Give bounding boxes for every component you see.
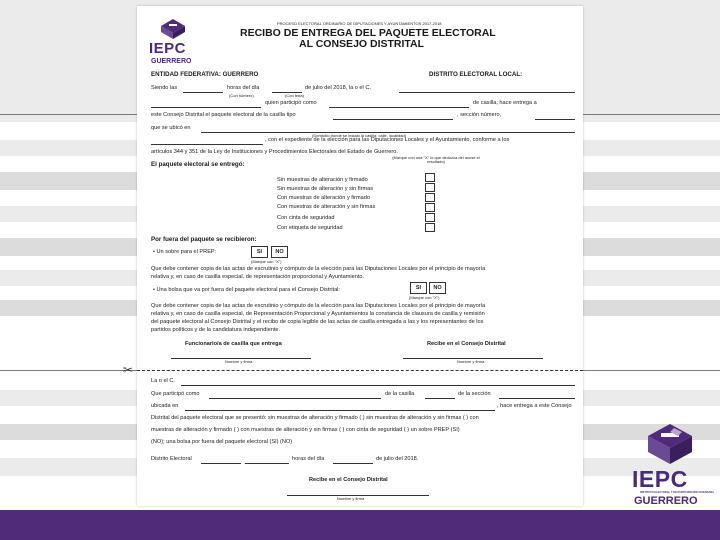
entrega-heading: El paquete electoral se entregó: [151, 161, 245, 168]
entrega-option: Sin muestras de alteración y firmado [277, 177, 368, 183]
entrega-checkbox[interactable] [425, 193, 435, 202]
talon-line: Distrital del paquete electoral que se presentó: sin muestras de alteración y firmado ( ) sin muestras de alteración y sin firmas ( ) con [151, 415, 479, 421]
talon-casilla-field[interactable] [425, 398, 455, 399]
brand-name: IEPC [632, 466, 688, 492]
iepc-logo-small [145, 19, 201, 71]
brand-tagline: INSTITUTO ELECTORAL Y DE PARTICIPACIÓN CIUDADANA [640, 491, 715, 494]
talon-nombre-field[interactable] [181, 385, 575, 386]
domicilio-cont-field[interactable] [151, 144, 263, 145]
tipo-casilla-field[interactable] [333, 119, 453, 120]
talon-hora-field[interactable] [245, 463, 289, 464]
talon-line: de julio del 2018. [376, 456, 419, 462]
bolsa-text: del paquete electoral al Consejo Distrital y el recibo de copia legible de las actas de casilla entregada a las y los representantes de los [151, 319, 484, 325]
body-line: de julio del 2018, la o el C. [305, 85, 371, 91]
cargo-field[interactable] [151, 107, 261, 108]
talon-line: , hace entrega a este Consejo [497, 403, 572, 409]
talon-line: La o el C. [151, 378, 175, 384]
talon-seccion-field[interactable] [499, 398, 575, 399]
entrega-checkbox[interactable] [425, 203, 435, 212]
talon-line: de la casilla [385, 391, 415, 397]
fuera-heading: Por fuera del paquete se recibieron: [151, 236, 257, 243]
receipt-document [123, 6, 583, 506]
iepc-logo-large [630, 424, 715, 508]
talon-line: Que participó como [151, 391, 200, 397]
cut-line [137, 370, 583, 371]
bolsa-text: Que debe contener copia de las actas de escrutinio y cómputo de la elección para las Diputaciones Locales por el principio de mayoría [151, 303, 486, 309]
doc-subtitle: AL CONSEJO DISTRITAL [299, 38, 425, 50]
prep-si-box[interactable]: SI [251, 246, 268, 258]
entrega-note: (Marque con una "X" lo que deduzca del acuse el resultado) [392, 155, 480, 164]
talon-line: Distrito Electoral [151, 456, 192, 462]
talon-line: ubicada en [151, 403, 179, 409]
body-line: de casilla, hace entrega a [473, 100, 537, 106]
hint-domicilio: (Domicilio donde se instaló la casilla; calle, localidad) [312, 133, 407, 138]
prep-text: Que debe contener copia de las actas de escrutinio y cómputo de la elección para las Diputaciones Locales por el principio de mayoría [151, 266, 486, 272]
footer-bar [0, 510, 720, 540]
entrega-checkbox[interactable] [425, 213, 435, 222]
nombre-firma-label: Nombre y firma [225, 359, 253, 364]
entidad-label: ENTIDAD FEDERATIVA: GUERRERO [151, 71, 259, 78]
talon-recibe-label: Recibe en el Consejo Distrital [309, 477, 388, 483]
bolsa-label: • Una bolsa que va por fuera del paquete electoral para el Consejo Distrital: [153, 287, 340, 293]
funcion-field[interactable] [329, 107, 469, 108]
body-line: quien participó como [265, 100, 317, 106]
talon-line: de la sección [458, 391, 491, 397]
distrito-label: DISTRITO ELECTORAL LOCAL: [429, 71, 523, 78]
hora-numero-field[interactable] [183, 92, 223, 93]
entrega-option: Con muestras de alteración y sin firmas [277, 204, 376, 210]
recibe-label: Recibe en el Consejo Distrital [427, 341, 506, 347]
bolsa-text: relativa y, en caso de casilla especial, de Representación Proporcional y Ayuntamientos la constancia de clausura de casilla y remisión [151, 311, 485, 317]
body-line: , sección número, [457, 112, 502, 118]
entrega-option: Con muestras de alteración y firmado [277, 195, 370, 201]
mark-hint: (Marque con "X") [251, 259, 282, 264]
body-line: que se ubicó en [151, 125, 191, 131]
prep-text: relativa y, en caso de casilla especial, de representación proporcional y Ayuntamiento. [151, 274, 365, 280]
entrega-option: Con cinta de seguridad [277, 215, 335, 221]
prep-no-box[interactable]: NO [271, 246, 288, 258]
brand-region: GUERRERO [634, 495, 698, 507]
entrega-option: Con etiqueta de seguridad [277, 225, 343, 231]
entrega-checkbox[interactable] [425, 183, 435, 192]
talon-line: (NO); una bolsa por fuera del paquete electoral (SI) (NO) [151, 439, 293, 445]
seccion-field[interactable] [535, 119, 575, 120]
talon-cargo-field[interactable] [209, 398, 381, 399]
ballot-box-icon [648, 424, 692, 464]
hint-letter: (Con letra) [285, 93, 304, 98]
body-line: , con el expediente de la elección para las Diputaciones Locales y el Ayuntamiento, conforme a los [265, 137, 510, 143]
bolsa-si-box[interactable]: SI [410, 282, 427, 294]
ballot-box-icon [161, 19, 185, 39]
bolsa-no-box[interactable]: NO [429, 282, 446, 294]
mark-hint: (Marque con "X") [409, 295, 440, 300]
body-line: este Consejo Distrital el paquete electoral de la casilla tipo [151, 112, 296, 118]
process-line: PROCESO ELECTORAL ORDINARIO DE DIPUTACIONES Y AYUNTAMIENTOS 2017-2018 [277, 21, 442, 26]
talon-distrito-field[interactable] [201, 463, 241, 464]
hint-number: (Con número) [229, 93, 254, 98]
body-line: Siendo las [151, 85, 178, 91]
prep-label: • Un sobre para el PREP: [153, 249, 217, 255]
funcionario-label: Funcionario/a de casilla que entrega [185, 341, 282, 347]
entrega-option: Sin muestras de alteración y sin firmas [277, 186, 374, 192]
entrega-checkbox[interactable] [425, 173, 435, 182]
talon-ubicacion-field[interactable] [185, 410, 495, 411]
scissors-icon: ✂ [123, 363, 134, 377]
brand-name: IEPC [149, 40, 187, 57]
talon-dia-field[interactable] [333, 463, 373, 464]
nombre-firma-label: Nombre y firma [337, 496, 365, 501]
talon-line: horas del día [292, 456, 325, 462]
doc-title: RECIBO DE ENTREGA DEL PAQUETE ELECTORAL [240, 27, 496, 39]
body-line: artículos 344 y 351 de la Ley de Instituciones y Procedimientos Electorales del Estado de Guerrero. [151, 149, 398, 155]
talon-line: muestras de alteración y firmado ( ) con muestras de alteración y sin firmas ( ) con cinta de seguridad ( ) un sobre PREP (SI) [151, 427, 460, 433]
bolsa-text: partidos políticos y de la candidatura independiente. [151, 327, 281, 333]
nombre-firma-label: Nombre y firma [457, 359, 485, 364]
body-line: horas del día [227, 85, 260, 91]
nombre-field[interactable] [399, 92, 575, 93]
entrega-checkbox[interactable] [425, 223, 435, 232]
brand-region: GUERRERO [151, 58, 192, 65]
